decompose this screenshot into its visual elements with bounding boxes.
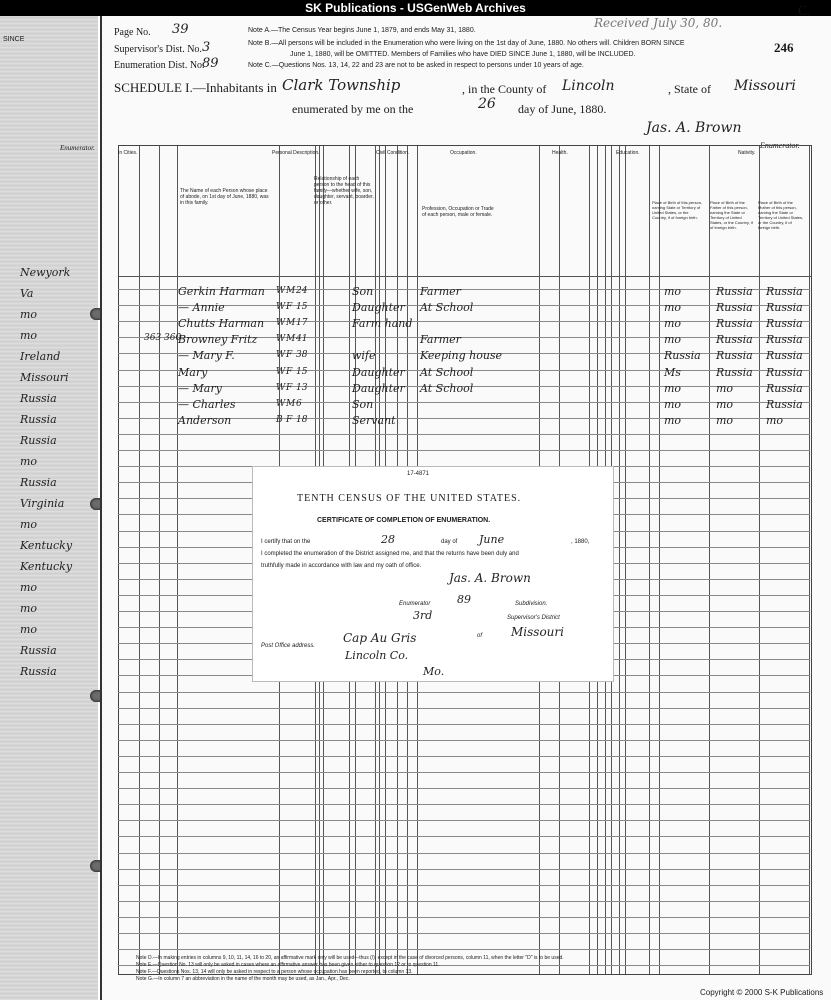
previous-page-strip (0, 16, 98, 1000)
row-line (118, 853, 810, 854)
left-strip-word: Russia (20, 665, 57, 678)
color-cell: W (276, 302, 286, 312)
relationship-cell: Daughter (352, 366, 405, 379)
row-line (118, 724, 810, 725)
cert-supervisor-label: Supervisor's District (507, 615, 560, 621)
person-name: — Mary F. (178, 349, 235, 362)
age-cell: 17 (296, 318, 308, 328)
column-line (709, 146, 710, 974)
column-line (619, 146, 620, 974)
father-birthplace-cell: mo (716, 382, 734, 395)
copyright: Copyright © 2000 S-K Publications (700, 988, 824, 997)
sex-cell: F (286, 383, 293, 393)
left-strip-word: mo (20, 623, 38, 636)
sex-cell: F (286, 302, 293, 312)
birthplace-cell: mo (664, 301, 682, 314)
left-strip-word: Russia (20, 434, 57, 447)
sex-cell: M (286, 318, 296, 328)
father-birthplace-cell: mo (716, 398, 734, 411)
person-name: — Charles (178, 398, 236, 411)
header-nativity: Nativity. (738, 150, 756, 156)
color-cell: W (276, 318, 286, 328)
column-line (809, 146, 810, 974)
table-row (0, 382, 831, 398)
birthplace-cell: mo (664, 333, 682, 346)
birthplace-cell: mo (664, 382, 682, 395)
column-line (659, 146, 660, 974)
header-father: Place of Birth of the Father of this person, naming the State or Territory of United States, or the Country, if of foreign birth. (710, 200, 753, 230)
cert-line3: truthfully made in accordance with law and my oath of office. (261, 563, 422, 569)
cert-state: Missouri (511, 625, 564, 639)
header-description: Personal Description. (272, 150, 320, 156)
color-cell: B (276, 415, 283, 425)
column-line (649, 146, 650, 974)
left-strip-word: Kentucky (20, 539, 73, 552)
birthplace-cell: mo (664, 398, 682, 411)
occupation-cell: Keeping house (420, 349, 503, 362)
cert-line2: I completed the enumeration of the District assigned me, and that the returns have been duly and (261, 551, 519, 557)
left-strip-word: Kentucky (20, 560, 73, 573)
mother-birthplace-cell: mo (766, 414, 784, 427)
left-strip-word: mo (20, 518, 38, 531)
left-strip-word: Russia (20, 476, 57, 489)
occupation-cell: At School (420, 301, 474, 314)
sex-cell: M (286, 399, 296, 409)
age-cell: 15 (296, 367, 308, 377)
state-label: , State of (668, 82, 711, 96)
father-birthplace-cell: mo (716, 414, 734, 427)
row-line (118, 917, 810, 918)
supervisor-label: Supervisor's Dist. No. (114, 44, 202, 55)
state-value: Missouri (734, 78, 796, 94)
row-line (118, 434, 810, 435)
left-strip-since: SINCE (3, 36, 25, 43)
received-stamp: Received July 30, 80. (594, 16, 723, 30)
table-row (0, 349, 831, 365)
relationship-cell: Daughter (352, 382, 405, 395)
cert-subtitle: CERTIFICATE OF COMPLETION OF ENUMERATION. (317, 517, 491, 524)
header-education: Education. (616, 150, 640, 156)
column-line (159, 146, 160, 974)
relationship-cell: wife (352, 349, 376, 362)
row-line (118, 740, 810, 741)
mother-birthplace-cell: Russia (766, 301, 803, 314)
birthplace-cell: mo (664, 414, 682, 427)
column-line (625, 146, 626, 974)
row-line (118, 933, 810, 934)
county-value: Lincoln (562, 78, 615, 94)
cert-po-line2: Lincoln Co. (345, 649, 409, 662)
supervisor-value: 3 (202, 40, 211, 55)
left-strip-word: mo (20, 329, 38, 342)
left-strip-word: mo (20, 581, 38, 594)
column-line (139, 146, 140, 974)
sex-cell: M (286, 286, 296, 296)
sex-cell: F (286, 415, 293, 425)
archive-banner: SK Publications - USGenWeb Archives (0, 0, 831, 16)
cert-enumerator-label: Enumerator (399, 601, 431, 607)
cert-month: June (479, 533, 505, 546)
person-name: Gerkin Harman (178, 285, 265, 298)
footer-note: Note D.—In making entries in columns 9, 10, 11, 14, 16 to 20, an affirmative mark only will be used—thus (/), except in the case of divorced persons, column 11, when the letter "D" is to be used. (136, 955, 564, 961)
person-name: Browney Fritz (178, 333, 258, 346)
color-cell: W (276, 383, 286, 393)
cert-line1-b: day of (441, 539, 458, 545)
left-strip-enumerator: Enumerator. (60, 144, 95, 152)
sex-cell: M (286, 334, 296, 344)
relationship-cell: Son (352, 398, 374, 411)
color-cell: W (276, 334, 286, 344)
relationship-cell: Son (352, 285, 374, 298)
instruction-note: Note B.—All persons will be included in the Enumeration who were living on the 1st day of June, 1880. No others will. Children BORN SINCE (248, 40, 685, 47)
footer-note: Note F.—Questions Nos. 13, 14 will only be asked in respect to a person whose occupation has been reported, to column 13. (136, 969, 413, 975)
row-line (118, 756, 810, 757)
birthplace-cell: Ms (664, 366, 681, 379)
row-line (118, 885, 810, 886)
row-line (118, 869, 810, 870)
relationship-cell: Servant (352, 414, 396, 427)
table-row (0, 333, 831, 349)
instruction-note: Note C.—Questions Nos. 13, 14, 22 and 23 are not to be asked in respect to persons under 10 years of age. (248, 62, 584, 69)
mother-birthplace-cell: Russia (766, 366, 803, 379)
person-name: — Annie (178, 301, 225, 314)
row-line (118, 836, 810, 837)
sex-cell: F (286, 350, 293, 360)
column-line (177, 146, 178, 974)
color-cell: W (276, 286, 286, 296)
cert-day: 28 (381, 533, 395, 546)
cert-enumerator-no: 89 (457, 593, 471, 606)
color-cell: W (276, 399, 286, 409)
age-cell: 41 (296, 334, 308, 344)
cert-po-label: Post Office address. (261, 643, 316, 649)
enumeration-label: Enumeration Dist. No. (114, 60, 205, 71)
father-birthplace-cell: Russia (716, 349, 753, 362)
cert-po-line1: Cap Au Gris (343, 631, 417, 645)
header-civil: Civil Condition. (376, 150, 410, 156)
left-strip-word: Missouri (20, 371, 69, 384)
row-line (118, 708, 810, 709)
left-strip-word: mo (20, 602, 38, 615)
table-row (0, 285, 831, 301)
cert-subdivision: Subdivision. (515, 601, 548, 607)
sex-cell: F (286, 367, 293, 377)
birthplace-cell: mo (664, 285, 682, 298)
age-cell: 15 (296, 302, 308, 312)
sheet-number: 246 (774, 40, 794, 55)
relationship-cell: Daughter (352, 301, 405, 314)
row-line (118, 804, 810, 805)
left-strip-word: mo (20, 455, 38, 468)
cert-signature: Jas. A. Brown (449, 571, 531, 585)
left-strip-word: Russia (20, 644, 57, 657)
mother-birthplace-cell: Russia (766, 349, 803, 362)
age-cell: 38 (296, 350, 308, 360)
relationship-cell: Farm hand (352, 317, 413, 330)
occupation-cell: Farmer (420, 285, 461, 298)
cert-line1-a: I certify that on the (261, 539, 311, 545)
color-cell: W (276, 350, 286, 360)
father-birthplace-cell: Russia (716, 333, 753, 346)
mother-birthplace-cell: Russia (766, 382, 803, 395)
occupation-cell: At School (420, 366, 474, 379)
birthplace-cell: mo (664, 317, 682, 330)
header-relationship: Relationship of each person to the head of this family—whether wife, son, daughter, servant, boarder, or other. (314, 176, 374, 206)
birthplace-cell: Russia (664, 349, 701, 362)
table-row (0, 366, 831, 382)
enumerated-label: enumerated by me on the (292, 102, 414, 116)
cert-line1-c: , 1880, (571, 539, 590, 545)
cert-title: TENTH CENSUS OF THE UNITED STATES. (297, 493, 522, 504)
person-name: Anderson (178, 414, 232, 427)
page-no-value: 39 (172, 22, 189, 37)
table-row (0, 317, 831, 333)
enumeration-value: 89 (202, 56, 219, 71)
age-cell: 24 (296, 286, 308, 296)
county-label: , in the County of (462, 82, 547, 96)
occupation-cell: Farmer (420, 333, 461, 346)
header-health: Health. (552, 150, 568, 156)
footer-note: Note G.—In column 7 an abbreviation in the name of the month may be used, as Jan., Apr., Dec. (136, 976, 350, 982)
left-strip-word: Russia (20, 413, 57, 426)
day-value: 26 (478, 96, 496, 112)
row-line (118, 692, 810, 693)
header-mother: Place of Birth of the Mother of this person, naming the State or Territory of United States, or the Country, if of foreign birth. (758, 200, 804, 230)
color-cell: W (276, 367, 286, 377)
header-bottom-line (119, 276, 811, 277)
table-row (0, 414, 831, 430)
mother-birthplace-cell: Russia (766, 285, 803, 298)
header-occupation-group: Occupation. (450, 150, 477, 156)
footer-note: Note E.—Question No. 13 will only be asked in cases where an affirmative answer has been given either to question 12 or to question 11. (136, 962, 440, 968)
father-birthplace-cell: Russia (716, 285, 753, 298)
row-line (118, 772, 810, 773)
month-label: day of June, 1880. (518, 102, 607, 116)
person-name: Chutts Harman (178, 317, 265, 330)
mother-birthplace-cell: Russia (766, 317, 803, 330)
header-occupation: Profession, Occupation or Trade of each person, male or female. (422, 206, 494, 218)
instruction-note: June 1, 1880, will be OMITTED. Members of Families who have DIED SINCE June 1, 1880, will be INCLUDED. (290, 51, 636, 58)
father-birthplace-cell: Russia (716, 366, 753, 379)
instruction-note: Note A.—The Census Year begins June 1, 1879, and ends May 31, 1880. (248, 27, 476, 34)
header-birthplace: Place of Birth of this person, naming State or Territory of United States, or the Country, if of foreign birth. (652, 200, 703, 220)
completion-certificate (252, 466, 614, 682)
header-dwelling: In Cities. (118, 150, 138, 156)
cert-supervisor-no: 3rd (413, 609, 433, 622)
township-value: Clark Township (282, 76, 401, 94)
column-line (759, 146, 760, 974)
dwelling-number: 363 360 (144, 333, 182, 343)
header-name: The Name of each Person whose place of abode, on 1st day of June, 1880, was in this family. (180, 188, 269, 206)
left-strip-word: Russia (20, 392, 57, 405)
left-strip-word: Newyork (20, 266, 71, 279)
row-line (118, 820, 810, 821)
occupation-cell: At School (420, 382, 474, 395)
left-strip-word: Virginia (20, 497, 65, 510)
person-name: Mary (178, 366, 208, 379)
cert-po-line3: Mo. (423, 665, 445, 678)
enumerator-label: Enumerator. (760, 141, 800, 150)
age-cell: 18 (296, 415, 308, 425)
left-strip-word: Va (20, 287, 34, 300)
row-line (118, 450, 810, 451)
father-birthplace-cell: Russia (716, 317, 753, 330)
person-name: — Mary (178, 382, 222, 395)
row-line (118, 788, 810, 789)
page-no-label: Page No. (114, 27, 151, 38)
row-line (118, 949, 810, 950)
corner-letter: C. (798, 4, 811, 19)
table-row (0, 301, 831, 317)
table-row (0, 398, 831, 414)
left-strip-word: mo (20, 308, 38, 321)
row-line (118, 901, 810, 902)
age-cell: 13 (296, 383, 308, 393)
mother-birthplace-cell: Russia (766, 398, 803, 411)
cert-stamp: 17-4871 (407, 471, 430, 477)
schedule-label: SCHEDULE I.—Inhabitants in (114, 80, 277, 95)
mother-birthplace-cell: Russia (766, 333, 803, 346)
age-cell: 6 (296, 399, 302, 409)
cert-of-label: of (477, 633, 483, 639)
left-strip-word: Ireland (20, 350, 61, 363)
father-birthplace-cell: Russia (716, 301, 753, 314)
enumerator-signature: Jas. A. Brown (646, 120, 742, 136)
